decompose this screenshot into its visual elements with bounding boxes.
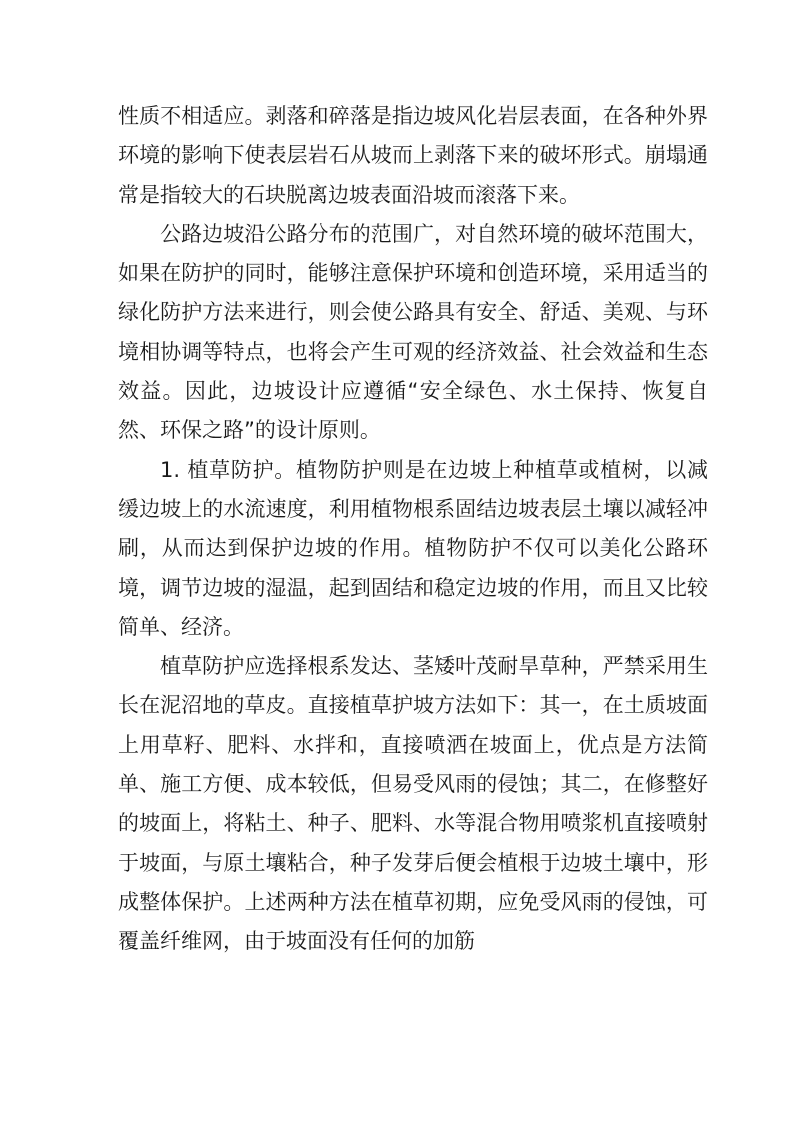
paragraph-1: 性质不相适应。剥落和碎落是指边坡风化岩层表面，在各种外界环境的影响下使表层岩石从坡而上剥落下来的破坏形式。崩塌通常是指较大的石块脱离边坡表面沿坡而滚落下来。 [118,104,708,207]
paragraph-2: 公路边坡沿公路分布的范围广，对自然环境的破坏范围大，如果在防护的同时，能够注意保护环境和创造环境，采用适当的绿化防护方法来进行，则会使公路具有安全、舒适、美观、与环境相协调等特点，也将会产生可观的经济效益、社会效益和生态效益。因此，边坡设计应遵循“安全绿色、水土保持、恢复自然、环保之路”的设计原则。 [118,221,708,443]
body-text [118,97,708,962]
paragraph-4: 植草防护应选择根系发达、茎矮叶茂耐旱草种，严禁采用生长在泥沼地的草皮。直接植草护坡方法如下：其一，在土质坡面上用草籽、肥料、水拌和，直接喷洒在坡面上，优点是方法简单、施工方便、成本较低，但易受风雨的侵蚀；其二，在修整好的坡面上，将粘土、种子、肥料、水等混合物用喷浆机直接喷射于坡面，与原土壤粘合，种子发芽后便会植根于边坡土壤中，形成整体保护。上述两种方法在植草初期，应免受风雨的侵蚀，可覆盖纤维网，由于坡面没有任何的加筋 [118,654,708,954]
paragraph-3: 1. 植草防护。植物防护则是在边坡上种植草或植树，以减缓边坡上的水流速度，利用植物根系固结边坡表层土壤以减轻冲刷，从而达到保护边坡的作用。植物防护不仅可以美化公路环境，调节边坡的湿温，起到固结和稳定边坡的作用，而且又比较简单、经济。 [118,457,708,639]
